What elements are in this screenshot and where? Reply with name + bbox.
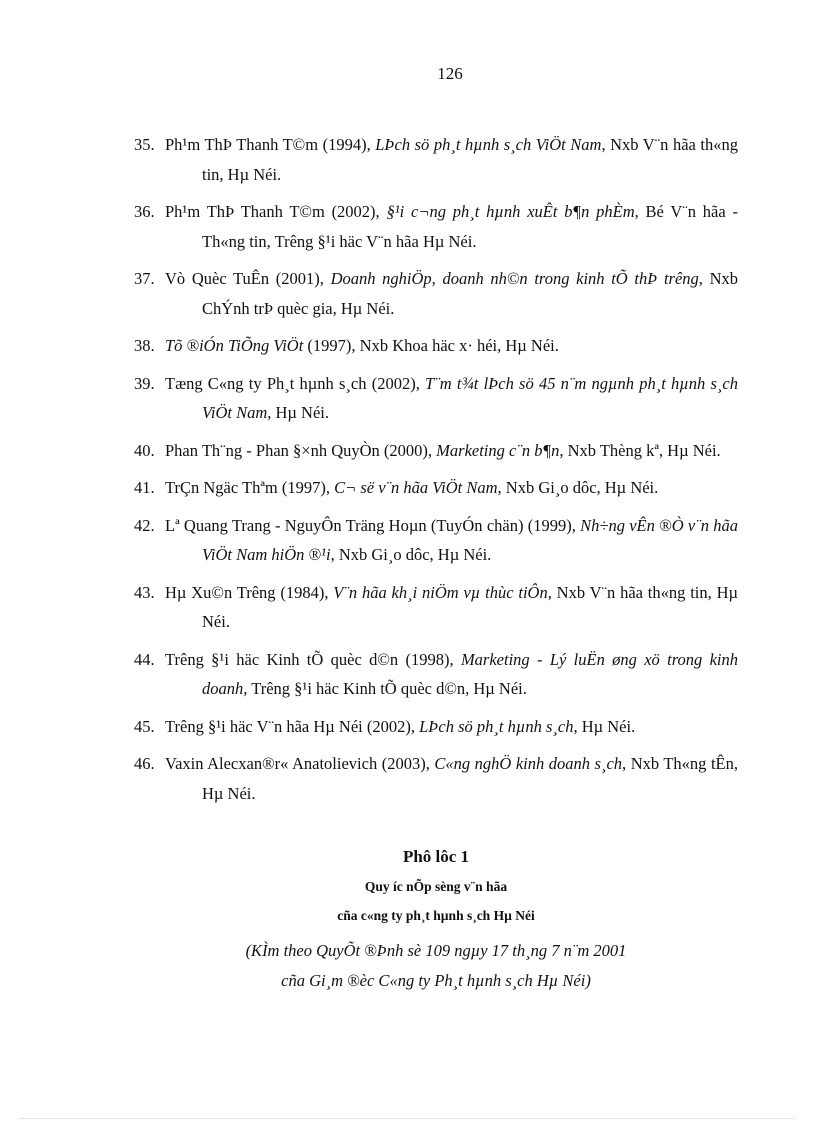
reference-author: Ph¹m ThÞ Thanh T©m (2002), [165,202,387,221]
reference-publisher: , Bé V¨n hãa - Th«ng tin, Trêng §¹i häc V¨n hãa Hµ Néi. [202,202,738,251]
reference-number: 42. [134,515,155,535]
reference-author: Lª Quang Trang - NguyÔn Träng Hoµn (TuyÓn chän) (1999), [165,515,581,535]
reference-item [134,578,738,637]
page-bottom-divider [20,1118,796,1119]
reference-publisher: , Nxb V¨n hãa th«ng tin, Hµ Néi. [202,135,738,184]
reference-number: 40. [134,440,155,460]
reference-publisher: , Trêng §¹i häc Kinh tÕ quèc d©n, Hµ Néi. [243,679,527,698]
reference-number: 38. [134,336,155,355]
reference-number: 36. [134,202,155,221]
reference-author: Tæng C«ng ty Ph¸t hµnh s¸ch (2002), [165,373,426,393]
reference-item [134,197,738,256]
reference-item [134,473,738,503]
reference-item [134,331,738,361]
reference-number: 37. [134,269,155,288]
reference-item [134,645,738,704]
reference-publisher: , Nxb Th«ng tÊn, Hµ Néi. [202,754,738,803]
reference-title: Doanh nghiÖp, doanh nh©n trong kinh tÕ thÞ trêng [330,269,699,288]
reference-item [134,712,738,742]
reference-title: LÞch sö ph¸t hµnh s¸ch [419,716,574,736]
reference-number: 43. [134,582,155,602]
reference-title: C¬ së v¨n hãa ViÖt Nam [334,478,498,497]
reference-publisher: , Nxb Thèng kª, Hµ Néi. [559,440,721,460]
reference-publisher: , Nxb V¨n hãa th«ng tin, Hµ Néi. [202,582,738,631]
appendix-subtitle: cña c«ng ty ph¸t hµnh s¸ch Hµ Néi [337,908,535,923]
reference-title: Tõ ®iÓn TiÕng ViÖt [165,336,304,355]
reference-number: 46. [134,754,155,773]
reference-author: Trêng §¹i häc Kinh tÕ quèc d©n (1998), [165,649,461,669]
reference-number: 44. [134,649,155,669]
reference-publisher: , Hµ Néi. [267,403,329,422]
reference-item [134,511,738,570]
reference-item [134,130,738,189]
appendix-note [134,936,738,996]
reference-title: V¨n hãa kh¸i niÖm vµ thùc tiÔn [333,582,548,602]
reference-author: Phan Th¨ng - Phan §×nh QuyÒn (2000), [165,440,437,460]
reference-number: 45. [134,716,155,736]
reference-title: LÞch sö ph¸t hµnh s¸ch ViÖt Nam [375,135,602,154]
reference-title: Nh÷ng vÊn ®Ò v¨n hãa ViÖt Nam hiÖn ®¹i [202,515,738,564]
page-number: 126 [437,64,463,83]
reference-list [134,130,738,816]
appendix-subtitle: Quy íc nÕp sèng v¨n hãa [364,879,508,894]
reference-item [134,369,738,428]
reference-publisher: , Nxb Gi¸o dôc, Hµ Néi. [497,478,659,497]
reference-title: Marketing - Lý luËn øng xö trong kinh doanh [202,649,739,698]
reference-item [134,749,738,808]
reference-publisher: (1997), Nxb Khoa häc x· héi, Hµ Néi. [303,336,559,355]
appendix-note-line: (KÌm theo QuyÕt ®Þnh sè 109 ngµy 17 th¸ng 7 n¨m 2001 [245,941,627,960]
appendix-heading: Phô lôc 1 [402,847,470,866]
reference-publisher: , Nxb Gi¸o dôc, Hµ Néi. [330,545,492,564]
reference-author: Trêng §¹i häc V¨n hãa Hµ Néi (2002), [165,716,420,736]
reference-author: Vò Quèc TuÊn (2001), [165,269,331,288]
reference-author: Ph¹m ThÞ Thanh T©m (1994), [165,135,376,154]
reference-number: 39. [134,373,155,393]
appendix-section [134,842,738,996]
reference-publisher: , Nxb ChÝnh trÞ quèc gia, Hµ Néi. [202,269,739,318]
reference-item [134,436,738,466]
reference-author: Hµ Xu©n Trêng (1984), [165,582,334,602]
reference-title: §¹i c¬ng ph¸t hµnh xuÊt b¶n phÈm [386,202,635,221]
reference-number: 35. [134,135,155,154]
reference-author: Vaxin Alecxan®r« Anatolievich (2003), [165,754,435,773]
reference-publisher: , Hµ Néi. [573,716,636,736]
reference-title: Marketing c¨n b¶n [436,440,560,460]
reference-item [134,264,738,323]
appendix-note-line: cña Gi¸m ®èc C«ng ty Ph¸t hµnh s¸ch Hµ Néi) [281,971,591,990]
reference-title: T¨m t¾t lÞch sö 45 n¨m ngµnh ph¸t hµnh s¸ch ViÖt Nam [202,373,739,422]
reference-title: C«ng nghÖ kinh doanh s¸ch [434,754,623,773]
reference-author: TrÇn Ngäc Thªm (1997), [165,478,335,497]
reference-number: 41. [134,478,155,497]
